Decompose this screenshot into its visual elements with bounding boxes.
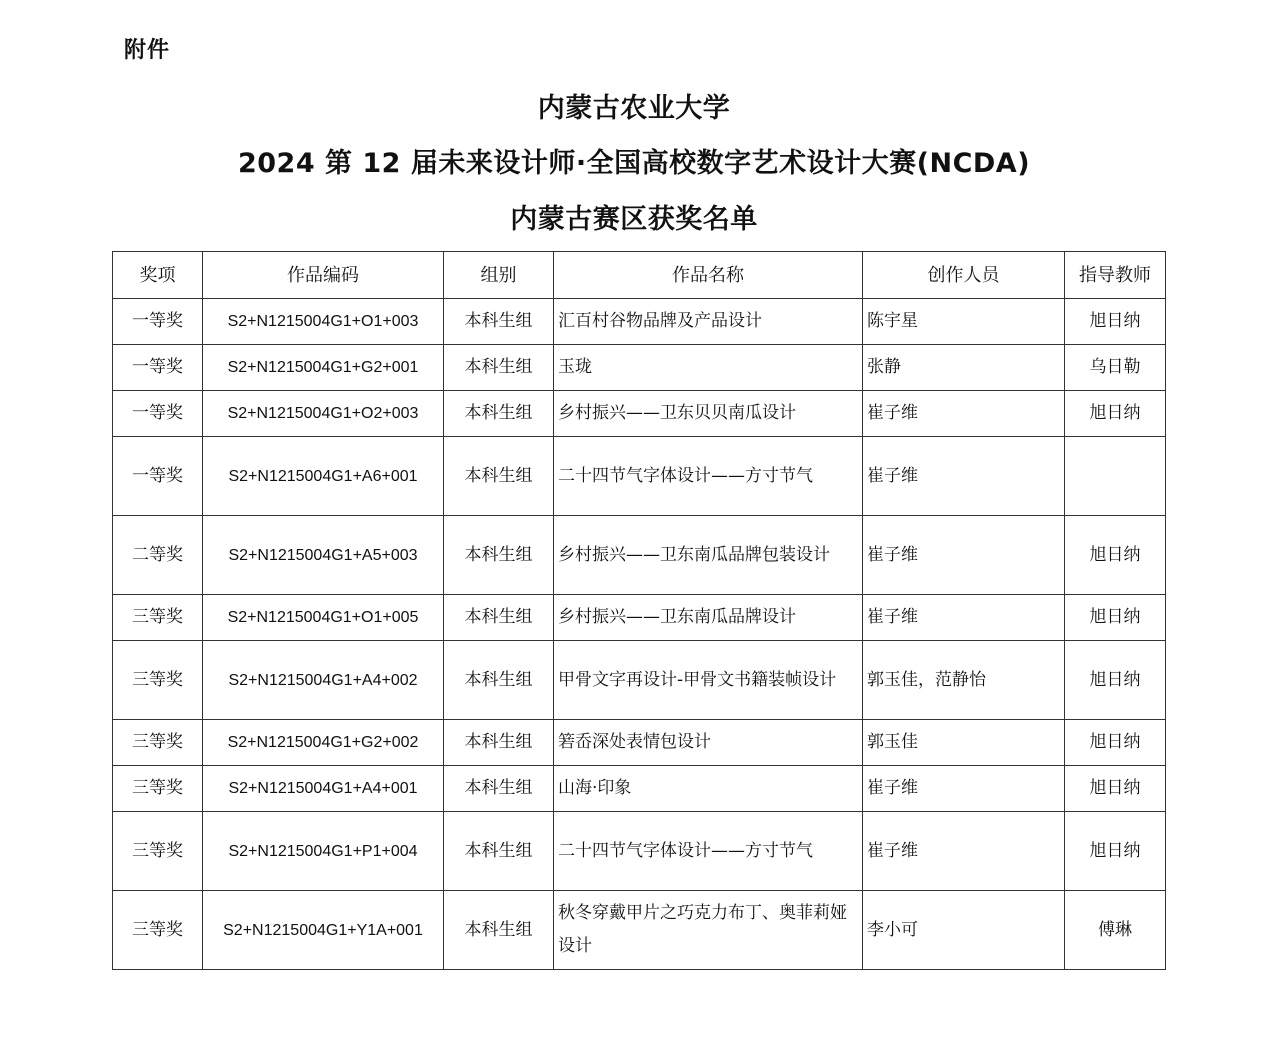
cell-code: S2+N1215004G1+A4+001 — [203, 766, 444, 812]
cell-title: 箬岙深处表情包设计 — [554, 720, 863, 766]
table-row — [113, 299, 1166, 345]
cell-teacher: 旭日纳 — [1065, 299, 1166, 345]
header-teacher: 指导教师 — [1065, 252, 1166, 299]
cell-title: 山海·印象 — [554, 766, 863, 812]
header-group: 组别 — [444, 252, 554, 299]
cell-group: 本科生组 — [444, 516, 554, 595]
cell-title: 二十四节气字体设计——方寸节气 — [554, 437, 863, 516]
cell-title: 乡村振兴——卫东贝贝南瓜设计 — [554, 391, 863, 437]
table-row — [113, 891, 1166, 970]
document-title-list: 内蒙古赛区获奖名单 — [510, 204, 758, 235]
header-award: 奖项 — [113, 252, 203, 299]
cell-group: 本科生组 — [444, 720, 554, 766]
cell-title: 玉珑 — [554, 345, 863, 391]
header-creator: 创作人员 — [863, 252, 1065, 299]
table-row — [113, 766, 1166, 812]
cell-teacher: 旭日纳 — [1065, 766, 1166, 812]
cell-title: 汇百村谷物品牌及产品设计 — [554, 299, 863, 345]
cell-teacher: 旭日纳 — [1065, 812, 1166, 891]
cell-creator: 崔子维 — [863, 595, 1065, 641]
cell-creator: 崔子维 — [863, 437, 1065, 516]
table-row — [113, 391, 1166, 437]
cell-award: 三等奖 — [113, 812, 203, 891]
cell-code: S2+N1215004G1+O1+005 — [203, 595, 444, 641]
table-row — [113, 595, 1166, 641]
cell-award: 三等奖 — [113, 641, 203, 720]
cell-title: 二十四节气字体设计——方寸节气 — [554, 812, 863, 891]
cell-award: 三等奖 — [113, 595, 203, 641]
cell-award: 二等奖 — [113, 516, 203, 595]
cell-creator: 崔子维 — [863, 812, 1065, 891]
cell-creator: 张静 — [863, 345, 1065, 391]
cell-creator: 陈宇星 — [863, 299, 1065, 345]
table-row — [113, 437, 1166, 516]
cell-code: S2+N1215004G1+P1+004 — [203, 812, 444, 891]
header-title: 作品名称 — [554, 252, 863, 299]
cell-group: 本科生组 — [444, 641, 554, 720]
cell-teacher: 旭日纳 — [1065, 720, 1166, 766]
cell-code: S2+N1215004G1+A4+002 — [203, 641, 444, 720]
cell-group: 本科生组 — [444, 891, 554, 970]
cell-creator: 郭玉佳，范静怡 — [863, 641, 1065, 720]
cell-code: S2+N1215004G1+O1+003 — [203, 299, 444, 345]
cell-code: S2+N1215004G1+A5+003 — [203, 516, 444, 595]
cell-teacher: 乌日勒 — [1065, 345, 1166, 391]
cell-award: 一等奖 — [113, 345, 203, 391]
table-header-row — [113, 252, 1166, 299]
table-row — [113, 345, 1166, 391]
cell-title: 乡村振兴——卫东南瓜品牌设计 — [554, 595, 863, 641]
cell-group: 本科生组 — [444, 812, 554, 891]
cell-teacher: 傅琳 — [1065, 891, 1166, 970]
cell-creator: 崔子维 — [863, 766, 1065, 812]
cell-code: S2+N1215004G1+O2+003 — [203, 391, 444, 437]
cell-teacher: 旭日纳 — [1065, 516, 1166, 595]
cell-title: 甲骨文字再设计-甲骨文书籍装帧设计 — [554, 641, 863, 720]
cell-code: S2+N1215004G1+Y1A+001 — [203, 891, 444, 970]
document-title-university: 内蒙古农业大学 — [537, 93, 731, 124]
cell-creator: 崔子维 — [863, 391, 1065, 437]
header-code: 作品编码 — [203, 252, 444, 299]
cell-award: 三等奖 — [113, 891, 203, 970]
cell-code: S2+N1215004G1+G2+002 — [203, 720, 444, 766]
cell-creator: 崔子维 — [863, 516, 1065, 595]
cell-group: 本科生组 — [444, 345, 554, 391]
cell-title: 乡村振兴——卫东南瓜品牌包装设计 — [554, 516, 863, 595]
cell-award: 三等奖 — [113, 766, 203, 812]
cell-title: 秋冬穿戴甲片之巧克力布丁、奥菲莉娅设计 — [554, 891, 863, 970]
cell-group: 本科生组 — [444, 437, 554, 516]
table-row — [113, 720, 1166, 766]
cell-teacher — [1065, 437, 1166, 516]
cell-code: S2+N1215004G1+A6+001 — [203, 437, 444, 516]
cell-teacher: 旭日纳 — [1065, 595, 1166, 641]
cell-group: 本科生组 — [444, 299, 554, 345]
document-title-competition: 2024 第 12 届未来设计师·全国高校数字艺术设计大赛(NCDA) — [237, 148, 1031, 179]
cell-group: 本科生组 — [444, 766, 554, 812]
cell-award: 三等奖 — [113, 720, 203, 766]
cell-award: 一等奖 — [113, 299, 203, 345]
table-row — [113, 641, 1166, 720]
awards-table — [112, 251, 1166, 970]
cell-teacher: 旭日纳 — [1065, 641, 1166, 720]
cell-group: 本科生组 — [444, 595, 554, 641]
table-row — [113, 516, 1166, 595]
cell-code: S2+N1215004G1+G2+001 — [203, 345, 444, 391]
table-row — [113, 812, 1166, 891]
cell-group: 本科生组 — [444, 391, 554, 437]
cell-award: 一等奖 — [113, 437, 203, 516]
cell-teacher: 旭日纳 — [1065, 391, 1166, 437]
cell-award: 一等奖 — [113, 391, 203, 437]
cell-creator: 郭玉佳 — [863, 720, 1065, 766]
attachment-label: 附件 — [124, 38, 171, 63]
cell-creator: 李小可 — [863, 891, 1065, 970]
